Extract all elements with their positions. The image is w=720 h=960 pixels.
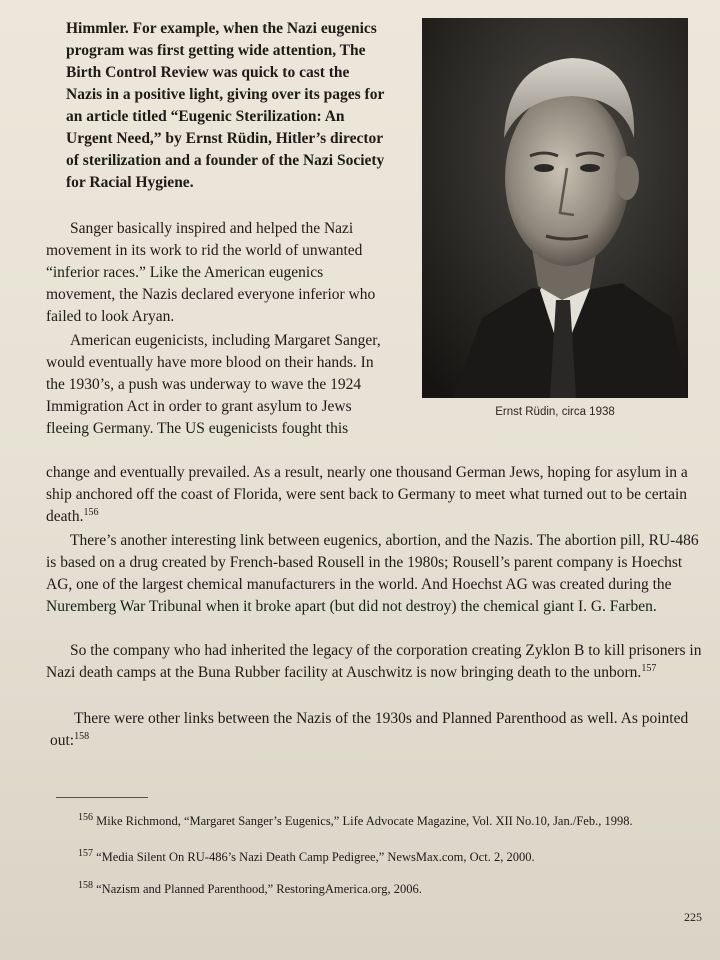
paragraph-immigration-act: American eugenicists, including Margaret Sanger, would eventually have more blood on their hands. In the 1930’s, a push was underway to wave the 1924 Immigration Act in order to grant asylum to Jews fleeing Germany. The US eugenicists fought this bbox=[46, 332, 381, 437]
footnote-number: 158 bbox=[78, 879, 93, 891]
footnote-158: $^{158}$ “Nazism and Planned Parenthood,” RestoringAmerica.org, 2006. bbox=[78, 879, 422, 896]
paragraph-rudin: Himmler. For example, when the Nazi eugenics program was first getting wide attention, The Birth Control Review was quick to cast the Nazis in a positive light, giving over its pages for an article titled “Eugenic Sterilization: An Urgent Need,” by Ernst Rüdin, Hitler’s director of sterilization and a founder of the Nazi Society for Racial Hygiene. bbox=[66, 20, 385, 191]
footnote-number: 156 bbox=[78, 811, 93, 823]
footnote-divider bbox=[56, 797, 148, 798]
footnote-ref-157: 157 bbox=[641, 662, 657, 674]
portrait-photo bbox=[422, 18, 688, 398]
paragraph-sanger-inspired: Sanger basically inspired and helped the Nazi movement in its work to rid the world of unwanted “inferior races.” Like the American eugenics movement, the Nazis declared everyone inferior who failed to look Aryan. bbox=[46, 220, 376, 325]
page-number: 225 bbox=[684, 910, 702, 924]
paragraph-planned-parenthood: There were other links between the Nazis of the 1930s and Planned Parenthood as well. As pointed out:$^{158}$ bbox=[50, 710, 689, 749]
footnote-157: $^{157}$ “Media Silent On RU-486’s Nazi Death Camp Pedigree,” NewsMax.com, Oct. 2, 2000. bbox=[78, 847, 535, 864]
footnote-number: 157 bbox=[78, 847, 93, 859]
paragraph-zyklon-b: So the company who had inherited the legacy of the corporation creating Zyklon B to kill prisoners in Nazi death camps at the Buna Rubber facility at Auschwitz is now bringing death to the unborn.$^{157}$ bbox=[46, 642, 702, 681]
paragraph-ru486: There’s another interesting link between eugenics, abortion, and the Nazis. The abortion pill, RU-486 is based on a drug created by French-based Rousell in the 1980s; Rousell’s parent company is Hoechst AG, one of the largest chemical manufacturers in the world. And Hoechst AG was created during the Nuremberg War Tribunal when it broke apart (but did not destroy) the chemical giant I. G. Farben. bbox=[46, 532, 699, 615]
photo-caption: Ernst Rüdin, circa 1938 bbox=[495, 406, 615, 418]
footnote-ref-158: 158 bbox=[74, 730, 90, 742]
footnote-156: $^{156}$ Mike Richmond, “Margaret Sanger’s Eugenics,” Life Advocate Magazine, Vol. XII No.10, Jan./Feb., 1998. bbox=[78, 811, 633, 828]
paragraph-immigration-act-continued: change and eventually prevailed. As a result, nearly one thousand German Jews, hoping for asylum in a ship anchored off the coast of Florida, were sent back to Germany to meet what turned out to be certain death.$^{156}$ bbox=[46, 464, 688, 525]
footnote-ref-156: 156 bbox=[83, 506, 99, 518]
portrait-illustration bbox=[422, 18, 688, 398]
